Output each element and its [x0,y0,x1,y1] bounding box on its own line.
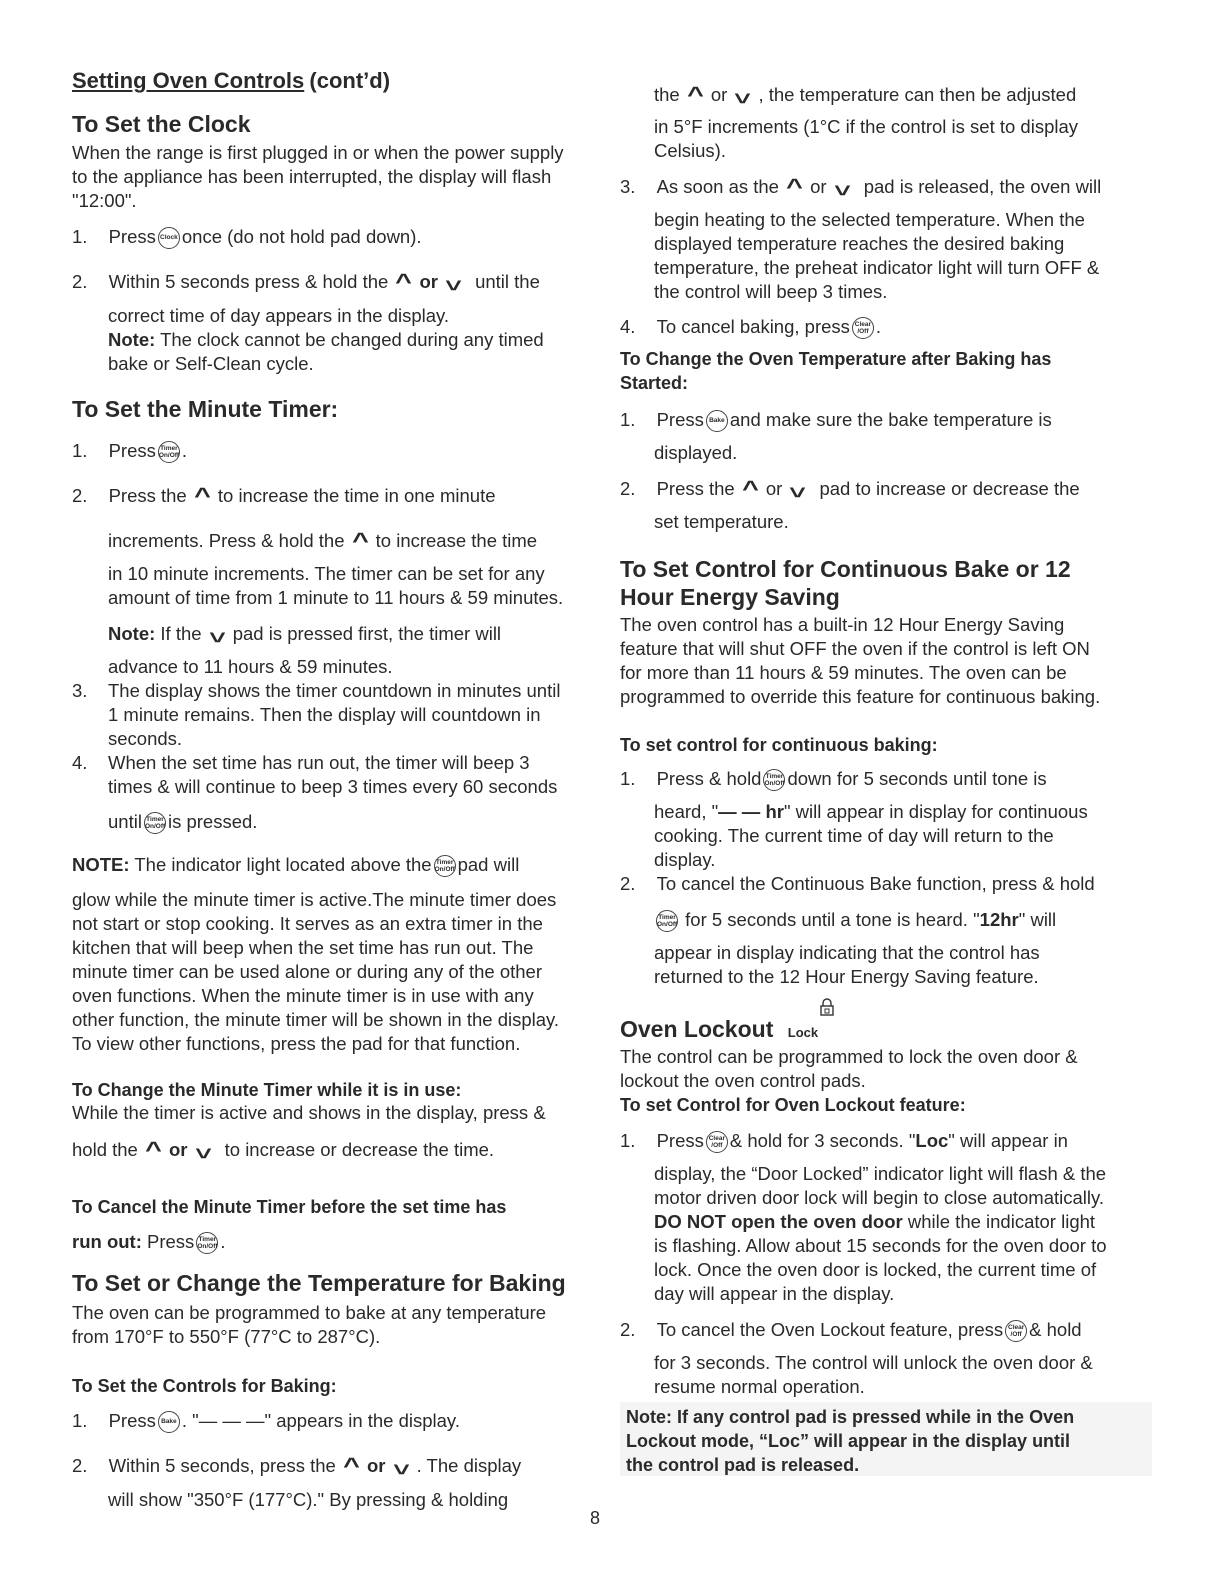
clock-intro-1: When the range is first plugged in or when the power supply [72,142,564,163]
continuous-step-1: 1. Press & hold Timer On/Off down for 5 seconds until tone is [620,768,1047,791]
timer-step-4: 4. [72,752,88,773]
clock-step-2: 2. Within 5 seconds press & hold the ^ or ^ until the [72,269,540,295]
up-arrow-icon: ^ [351,528,369,553]
timer-note-cont: advance to 11 hours & 59 minutes. [108,656,393,677]
timer-heading: To Set the Minute Timer: [72,396,339,422]
lock-icon [820,998,834,1016]
baking-step-2: 2. Within 5 seconds, press the ^ or ^ . The display [72,1453,522,1479]
change-temp-step-2: 2. Press the ^ or ^ pad to increase or decrease the [620,476,1080,502]
lockout-note-3: the control pad is released. [626,1455,860,1475]
timer-step-2: 2. Press the ^ to increase the time in one minute [72,483,496,508]
step-number: 1. [72,226,88,247]
timer-note-2: NOTE: The indicator light located above the Timer On/Off pad will [72,854,519,877]
up-arrow-icon: ^ [193,483,211,508]
up-arrow-icon: ^ [786,174,803,199]
lockout-subheading: To set Control for Oven Lockout feature: [620,1095,966,1115]
cancel-timer-line: run out: Press Timer On/Off . [72,1231,225,1254]
clock-note: Note: The clock cannot be changed during any timed [108,329,544,350]
clock-pad-icon: Clock [158,227,180,249]
up-arrow-icon: ^ [343,1453,360,1478]
page-number: 8 [590,1508,601,1528]
lockout-note-1: Note: If any control pad is pressed while in the Oven [626,1407,1075,1427]
clear-off-pad-icon: Clear /Off [1005,1320,1027,1342]
timer-pad-icon: Timer On/Off [144,812,166,834]
change-temp-step-1: 1. Press Bake and make sure the bake temperature is [620,409,1052,432]
timer-pad-icon: Timer On/Off [763,769,785,791]
timer-pad-icon: Timer On/Off [158,441,180,463]
set-controls-baking-heading: To Set the Controls for Baking: [72,1376,337,1396]
lock-label: Lock [787,1025,819,1040]
down-arrow-icon: ^ [445,270,462,295]
clear-off-pad-icon: Clear /Off [852,317,874,339]
timer-step-2-line-2: increments. Press & hold the ^ to increase the time [108,528,538,553]
up-arrow-icon: ^ [395,269,413,294]
down-arrow-icon: ^ [392,1454,410,1479]
change-timer-heading: To Change the Minute Timer while it is in use: [72,1080,462,1100]
page-title: Setting Oven Controls (cont’d) [72,68,391,93]
down-arrow-icon: ^ [789,477,807,502]
continuous-baking-subheading: To set control for continuous baking: [620,735,938,755]
clock-intro-3: "12:00". [72,190,137,211]
down-arrow-icon: ^ [194,1138,212,1163]
timer-step-4-until: until Timer On/Off is pressed. [108,811,257,834]
down-arrow-icon: ^ [208,622,226,647]
continuous-bake-heading-2: Hour Energy Saving [620,584,840,610]
baking-step-4: 4. To cancel baking, press Clear /Off . [620,316,881,339]
temperature-heading: To Set or Change the Temperature for Baking [72,1270,566,1296]
baking-step-1: 1. Press Bake . "— — —" appears in the display. [72,1410,460,1433]
continuous-step-2: 2. To cancel the Continuous Bake function, press & hold [620,873,1095,894]
lockout-note-2: Lockout mode, “Loc” will appear in the display until [626,1431,1071,1451]
baking-continued: the ^ or ^ , the temperature can then be adjusted [654,82,1077,108]
change-temp-heading-2: Started: [620,373,689,393]
cancel-timer-heading: To Cancel the Minute Timer before the set time has [72,1197,507,1217]
timer-step-2-line-4: amount of time from 1 minute to 11 hours & 59 minutes. [108,587,564,608]
down-arrow-icon: ^ [734,83,752,108]
timer-pad-icon: Timer On/Off [434,855,456,877]
bake-pad-icon: Bake [706,410,728,432]
timer-pad-icon: Timer On/Off [196,1232,218,1254]
clock-intro-2: to the appliance has been interrupted, the display will flash [72,166,552,187]
lockout-step-2: 2. To cancel the Oven Lockout feature, press Clear /Off & hold [620,1319,1082,1342]
up-arrow-icon: ^ [741,476,759,501]
up-arrow-icon: ^ [145,1137,162,1162]
baking-step-3: 3. As soon as the ^ or ^ pad is released, the oven will [620,174,1102,200]
down-arrow-icon: ^ [833,175,851,200]
timer-note: Note: If the ^ pad is pressed first, the timer will [108,622,502,647]
continuous-bake-heading-1: To Set Control for Continuous Bake or 12 [620,556,1071,582]
timer-step-2-line-3: in 10 minute increments. The timer can be set for any [108,563,545,584]
clock-heading: To Set the Clock [72,111,251,137]
change-temp-heading-1: To Change the Oven Temperature after Baking has [620,349,1052,369]
bake-pad-icon: Bake [158,1411,180,1433]
oven-lockout-heading: Oven Lockout Lock [620,1016,819,1042]
up-arrow-icon: ^ [686,82,704,107]
clock-step-2-cont: correct time of day appears in the display. [108,305,450,326]
timer-step-3: 3. [72,680,88,701]
timer-pad-icon: Timer On/Off [656,910,678,932]
clock-note-cont: bake or Self-Clean cycle. [108,353,314,374]
clock-step-1: 1. Press Clock once (do not hold pad down). [72,226,422,249]
change-timer-line: hold the ^ or ^ to increase or decrease the time. [72,1137,495,1163]
lockout-step-1: 1. Press Clear /Off & hold for 3 seconds. "Loc" will appear in [620,1130,1068,1153]
clear-off-pad-icon: Clear /Off [706,1131,728,1153]
timer-step-1: 1. Press Timer On/Off . [72,440,187,463]
